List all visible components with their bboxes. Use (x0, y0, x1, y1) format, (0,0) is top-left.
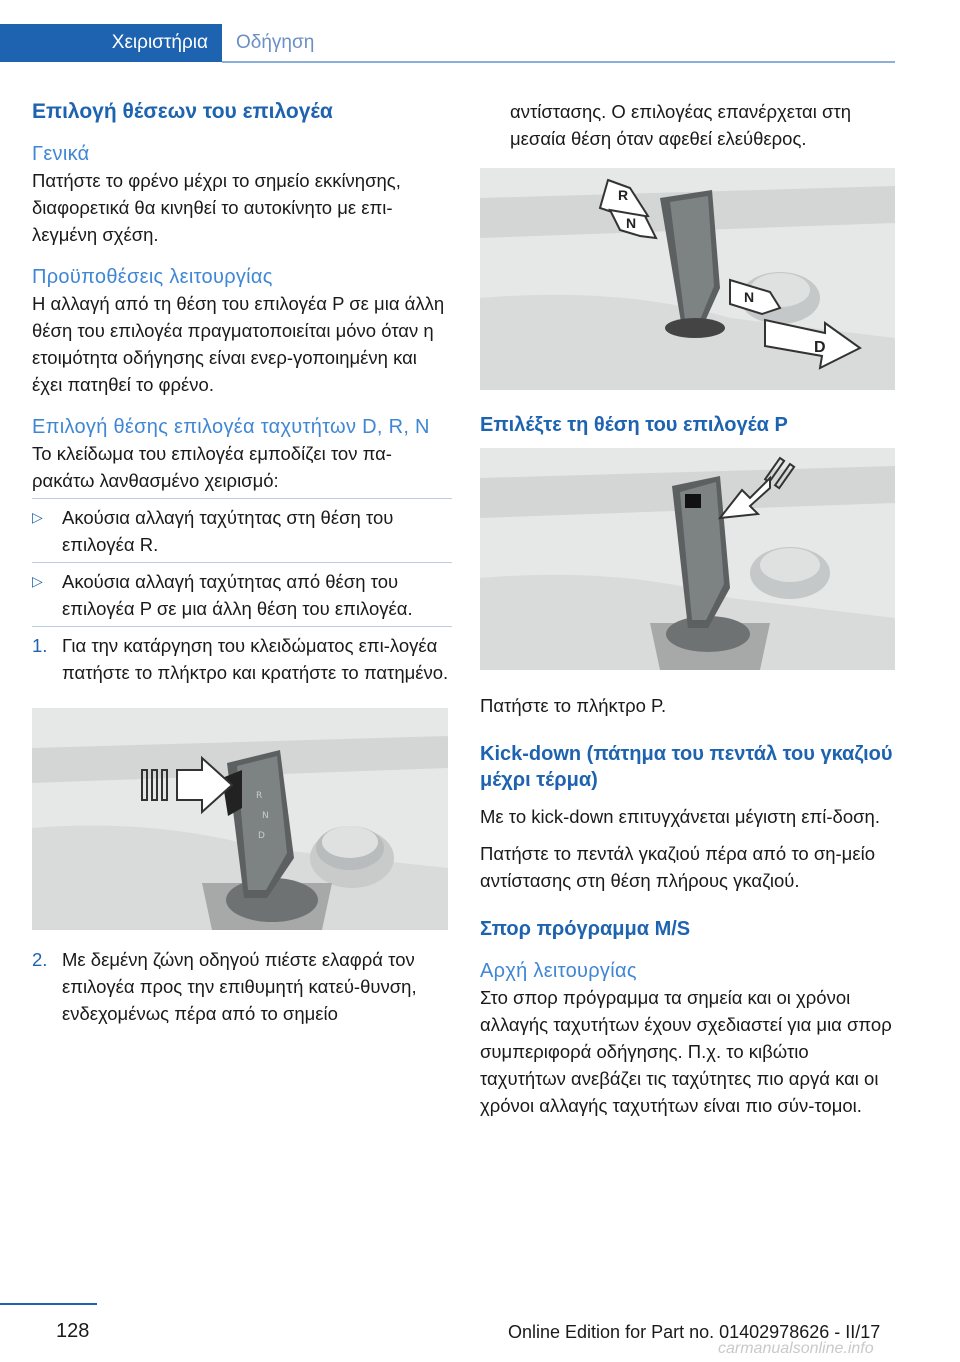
step-item (32, 946, 452, 1027)
bullet-item (32, 504, 452, 558)
select-position-heading: Επιλογή θέσης επιλογέα ταχυτήτων D, R, N (32, 416, 430, 438)
n-label-bottom: N (744, 289, 755, 305)
bullet-item (32, 568, 452, 622)
triangle-bullet-icon: ▷ (32, 573, 43, 589)
step-number: 2. (32, 949, 48, 970)
svg-text:D: D (258, 831, 265, 841)
sport-principle-text: Στο σπορ πρόγραμμα τα σημεία και οι χρόνοι αλλαγής ταχυτήτων έχουν σχεδιαστεί για μια σπορ συμπεριφορά οδήγησης. Π.χ. το κιβώτιο ταχυτήτων ανεβάζει τις ταχύτητες πιο αργά και οι χρόνοι αλλαγής ταχυτήτων είναι πιο σύν-τομοι. (480, 987, 892, 1116)
figure-selector-unlock (32, 708, 448, 930)
divider (32, 626, 452, 627)
sport-program-heading: Σπορ πρόγραμμα M/S (480, 918, 691, 940)
continued-text: αντίστασης. Ο επιλογέας επανέρχεται στη μεσαία θέση όταν αφεθεί ελεύθερος. (510, 101, 852, 149)
sport-principle-heading: Αρχή λειτουργίας (480, 960, 637, 982)
divider (32, 498, 452, 499)
p-button-illustration (480, 448, 895, 670)
bullet-text: Ακούσια αλλαγή ταχύτητας στη θέση του επιλογέα R. (62, 507, 394, 555)
svg-text:N: N (262, 811, 269, 821)
general-heading: Γενικά (32, 143, 90, 165)
selector-unlock-illustration (32, 708, 448, 930)
figure-p-button (480, 448, 895, 670)
right-column (480, 98, 895, 1119)
n-label-top: N (626, 215, 637, 231)
svg-text:R: R (256, 791, 263, 801)
r-label: R (618, 187, 629, 203)
kickdown-text-1: Με το kick-down επιτυγχάνεται μέγιστη επί-δοση. (480, 806, 880, 827)
p-button-text: Πατήστε το πλήκτρο P. (480, 695, 667, 716)
tab-driving[interactable]: Οδήγηση (236, 32, 315, 53)
divider (32, 562, 452, 563)
step-number: 1. (32, 635, 48, 656)
section-title: Επιλογή θέσεων του επιλογέα (32, 100, 333, 123)
step-item (32, 632, 452, 686)
step-text: Με δεμένη ζώνη οδηγού πιέστε ελαφρά τον επιλογέα προς την επιθυμητή κατεύ-θυνση, ενδεχομένως πέρα από το σημείο (62, 949, 417, 1024)
d-label: D (814, 339, 826, 356)
shift-directions-illustration (480, 168, 895, 390)
tab-controls[interactable]: Χειριστήρια (0, 24, 222, 62)
tab-bar (0, 24, 895, 62)
prerequisites-text: Η αλλαγή από τη θέση του επιλογέα P σε μια άλλη θέση του επιλογέα πραγματοποιείται μόνο όταν η ετοιμότητα οδήγησης είναι ενερ-γοποιημένη και έχει πατηθεί το φρένο. (32, 293, 445, 395)
kickdown-text-2: Πατήστε το πεντάλ γκαζιού πέρα από το ση-μείο αντίστασης στη θέση πλήρους γκαζιού. (480, 843, 875, 891)
step-text: Για την κατάργηση του κλειδώματος επι-λογέα πατήστε το πλήκτρο και κρατήστε το πατημένο. (62, 635, 449, 683)
select-p-heading: Επιλέξτε τη θέση του επιλογέα P (480, 414, 788, 436)
bullet-text: Ακούσια αλλαγή ταχύτητας από θέση του επιλογέα P σε μια άλλη θέση του επιλογέα. (62, 571, 413, 619)
left-column (32, 98, 452, 1027)
kickdown-heading: Kick-down (πάτημα του πεντάλ του γκαζιού μέχρι τέρμα) (480, 743, 893, 791)
triangle-bullet-icon: ▷ (32, 509, 43, 525)
watermark: carmanualsonline.info (718, 1340, 874, 1357)
prerequisites-heading: Προϋποθέσεις λειτουργίας (32, 266, 273, 288)
footer-rule (0, 1303, 97, 1305)
figure-shift-directions (480, 168, 895, 390)
page-number: 128 (56, 1320, 90, 1342)
general-text: Πατήστε το φρένο μέχρι το σημείο εκκίνησης, διαφορετικά θα κινηθεί το αυτοκίνητο με επι-λεγμένη σχέση. (32, 170, 401, 245)
edition-note: Online Edition for Part no. 01402978626 - II/17 (508, 1322, 881, 1342)
select-position-text: Το κλείδωμα του επιλογέα εμποδίζει τον πα-ρακάτω λανθασμένο χειρισμό: (32, 443, 392, 491)
tab-underline (222, 61, 895, 63)
